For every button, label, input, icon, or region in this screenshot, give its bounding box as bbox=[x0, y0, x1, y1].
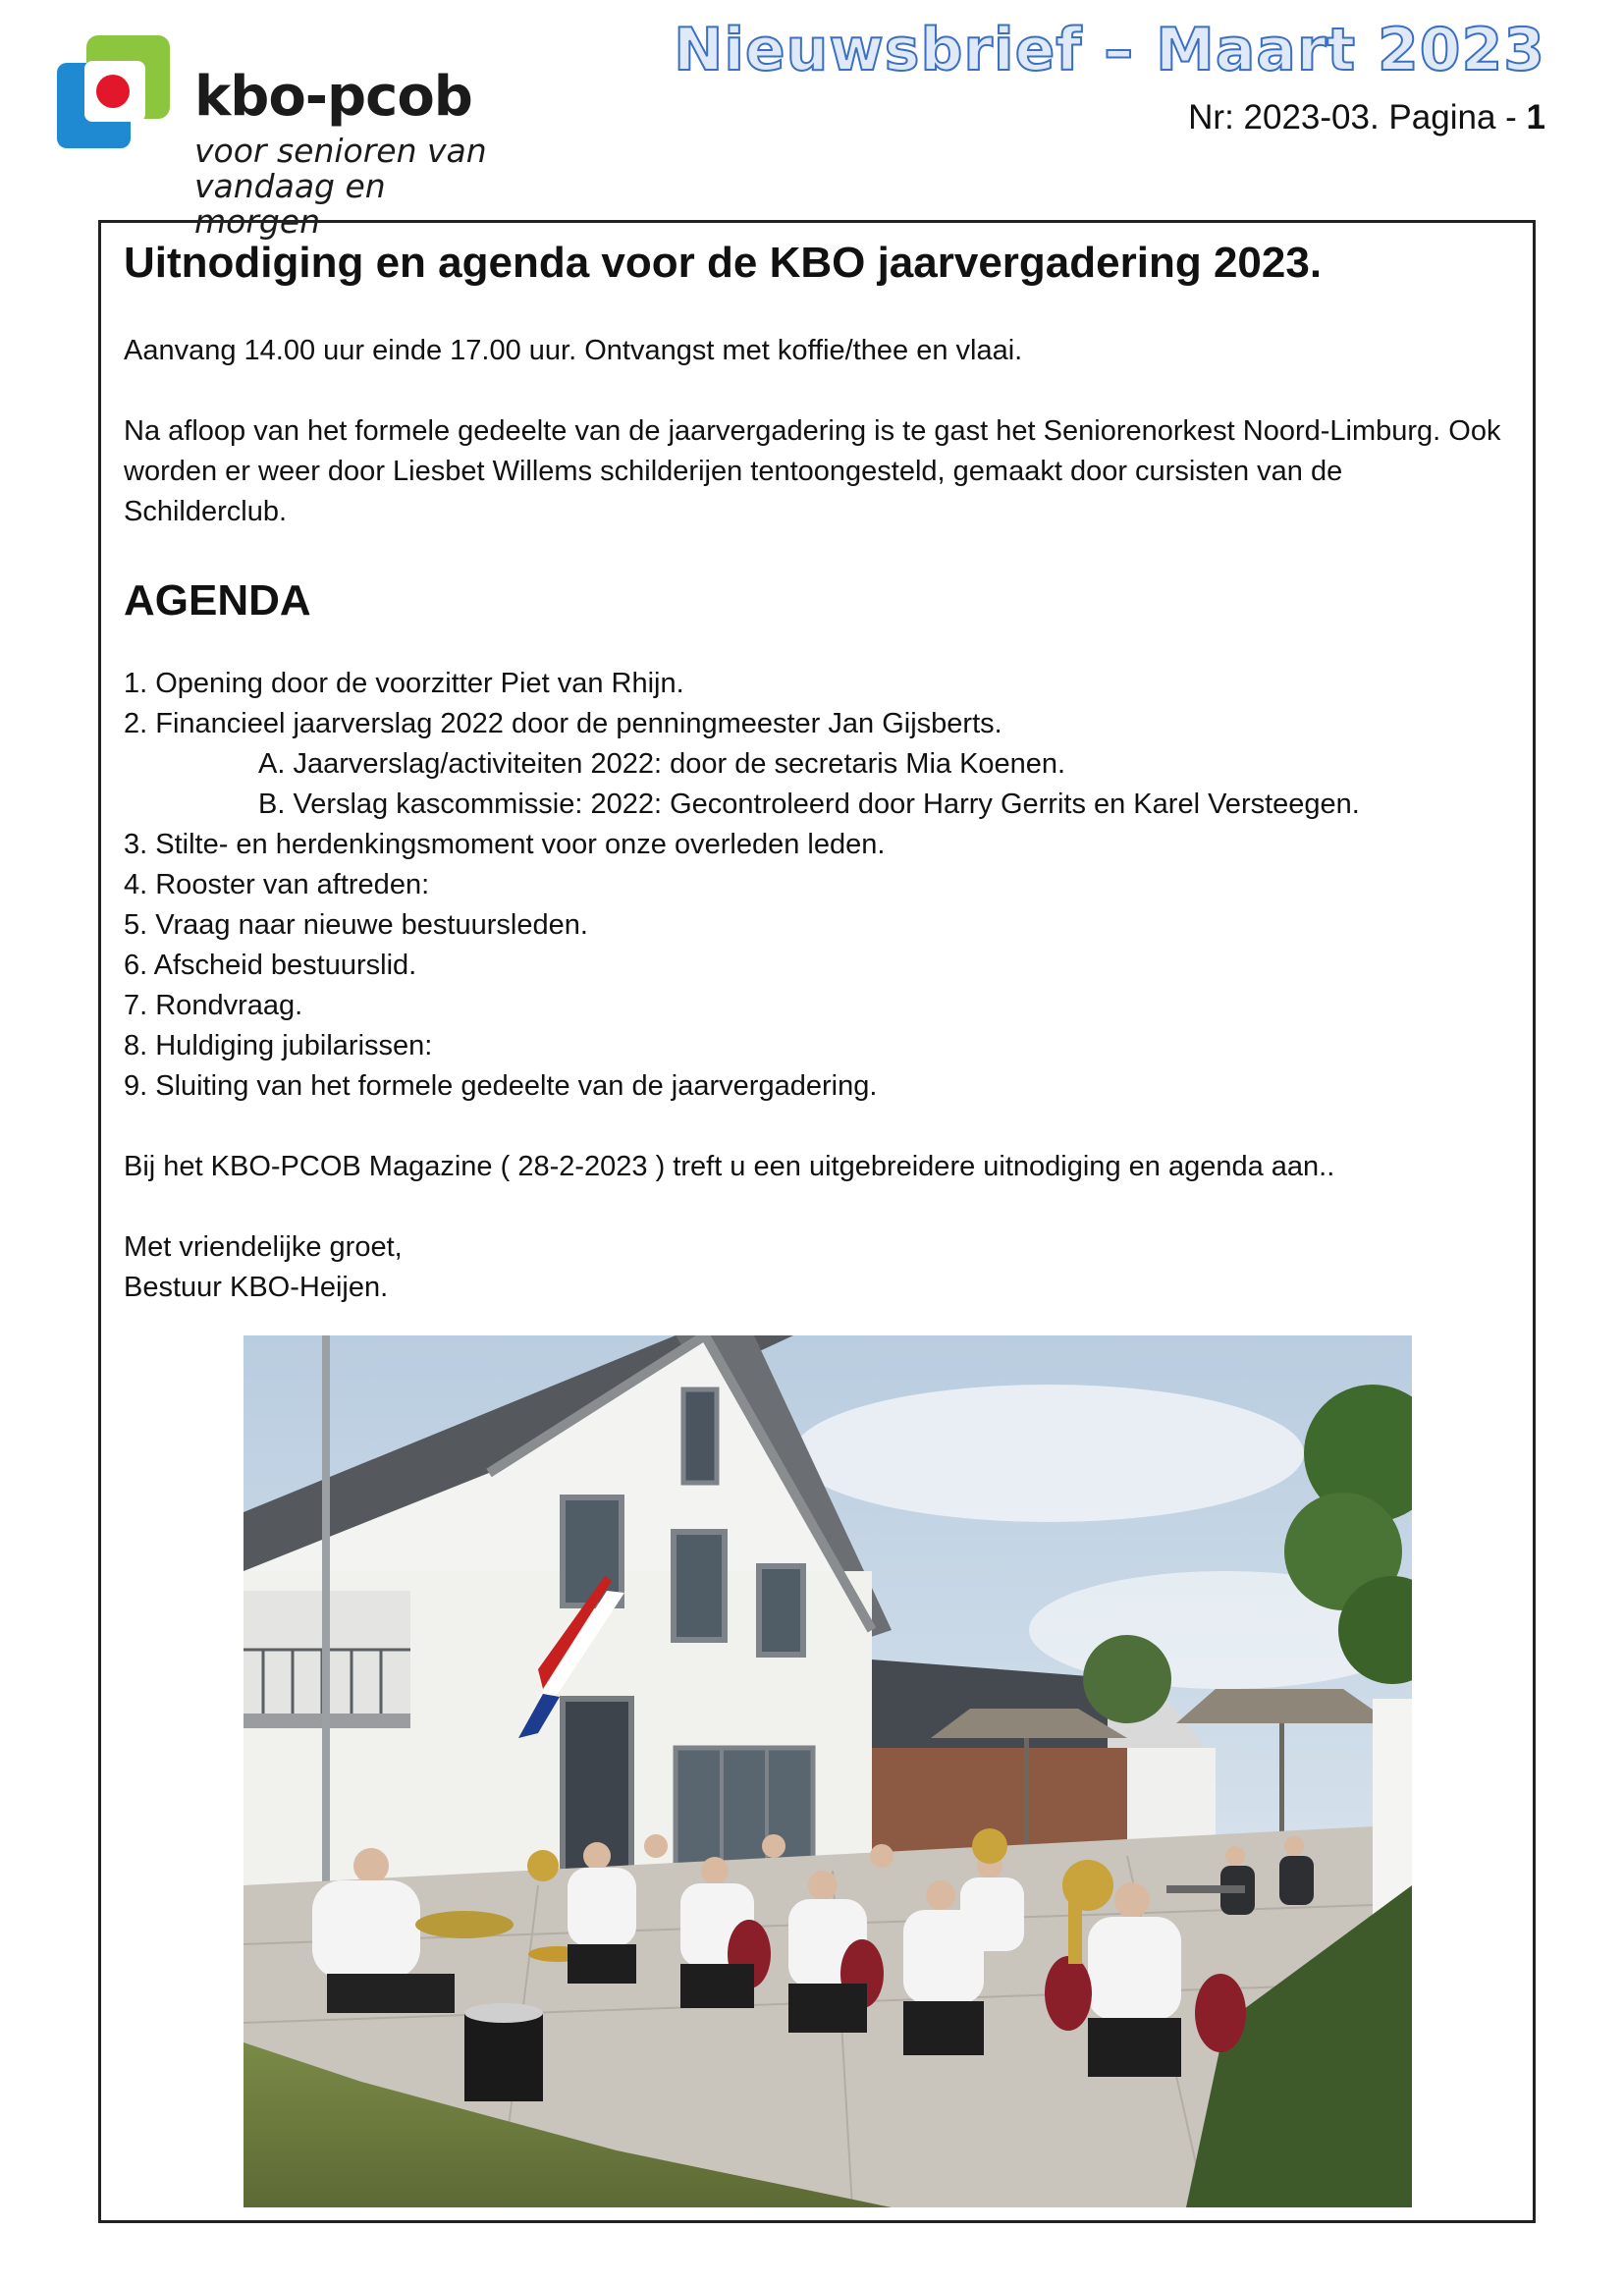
agenda-subitem: B. Verslag kascommissie: 2022: Gecontroleerd door Harry Gerrits en Karel Versteegen. bbox=[258, 789, 1360, 820]
article-content bbox=[124, 235, 1513, 1308]
agenda-item: 3. Stilte- en herdenkingsmoment voor onze overleden leden. bbox=[124, 829, 886, 860]
greeting-line-1: Met vriendelijke groet, bbox=[124, 1231, 403, 1263]
kbo-pcob-logo-icon bbox=[57, 35, 170, 148]
agenda-list bbox=[124, 664, 1513, 1107]
greeting-line-2: Bestuur KBO-Heijen. bbox=[124, 1272, 389, 1303]
newsletter-title: Nieuwsbrief – Maart 2023 bbox=[674, 16, 1545, 84]
page-number: 1 bbox=[1526, 98, 1545, 136]
agenda-subitem: A. Jaarverslag/activiteiten 2022: door de secretaris Mia Koenen. bbox=[258, 748, 1066, 780]
agenda-item: 4. Rooster van aftreden: bbox=[124, 869, 430, 900]
orchestra-photo-illustration bbox=[244, 1335, 1412, 2207]
intro-text: Aanvang 14.00 uur einde 17.00 uur. Ontvangst met koffie/thee en vlaai. bbox=[124, 335, 1023, 366]
agenda-item: 6. Afscheid bestuurslid. bbox=[124, 950, 417, 981]
agenda-item: 1. Opening door de voorzitter Piet van Rhijn. bbox=[124, 668, 684, 699]
orchestra-photo bbox=[244, 1335, 1412, 2207]
agenda-item: 9. Sluiting van het formele gedeelte van de jaarvergadering. bbox=[124, 1070, 878, 1102]
article-title: Uitnodiging en agenda voor de KBO jaarvergadering 2023. bbox=[124, 239, 1323, 287]
agenda-item: 2. Financieel jaarverslag 2022 door de penningmeester Jan Gijsberts. bbox=[124, 708, 1002, 739]
brand-tagline-line-1: voor senioren van bbox=[194, 132, 487, 170]
kbo-pcob-logo bbox=[57, 35, 518, 241]
brand-tagline-line-2: vandaag en morgen bbox=[194, 167, 386, 241]
magazine-note: Bij het KBO-PCOB Magazine ( 28-2-2023 ) treft u een uitgebreidere uitnodiging en agenda aan.. bbox=[124, 1151, 1335, 1182]
agenda-item: 5. Vraag naar nieuwe bestuursleden. bbox=[124, 909, 588, 941]
issue-label: Nr: 2023-03. Pagina - bbox=[1188, 98, 1527, 136]
agenda-item: 8. Huldiging jubilarissen: bbox=[124, 1030, 433, 1061]
agenda-heading: AGENDA bbox=[124, 576, 311, 625]
agenda-item: 7. Rondvraag. bbox=[124, 990, 303, 1021]
issue-line bbox=[1188, 98, 1545, 137]
paragraph-orchestra: Na afloop van het formele gedeelte van de jaarvergadering is te gast het Seniorenorkest Noord-Limburg. Ook worden er weer door Liesbet Willems schilderijen tentoongesteld, gemaakt door cursisten van de Schilderclub. bbox=[124, 415, 1501, 527]
brand-name: kbo-pcob bbox=[194, 65, 472, 129]
article-frame bbox=[98, 220, 1536, 2223]
